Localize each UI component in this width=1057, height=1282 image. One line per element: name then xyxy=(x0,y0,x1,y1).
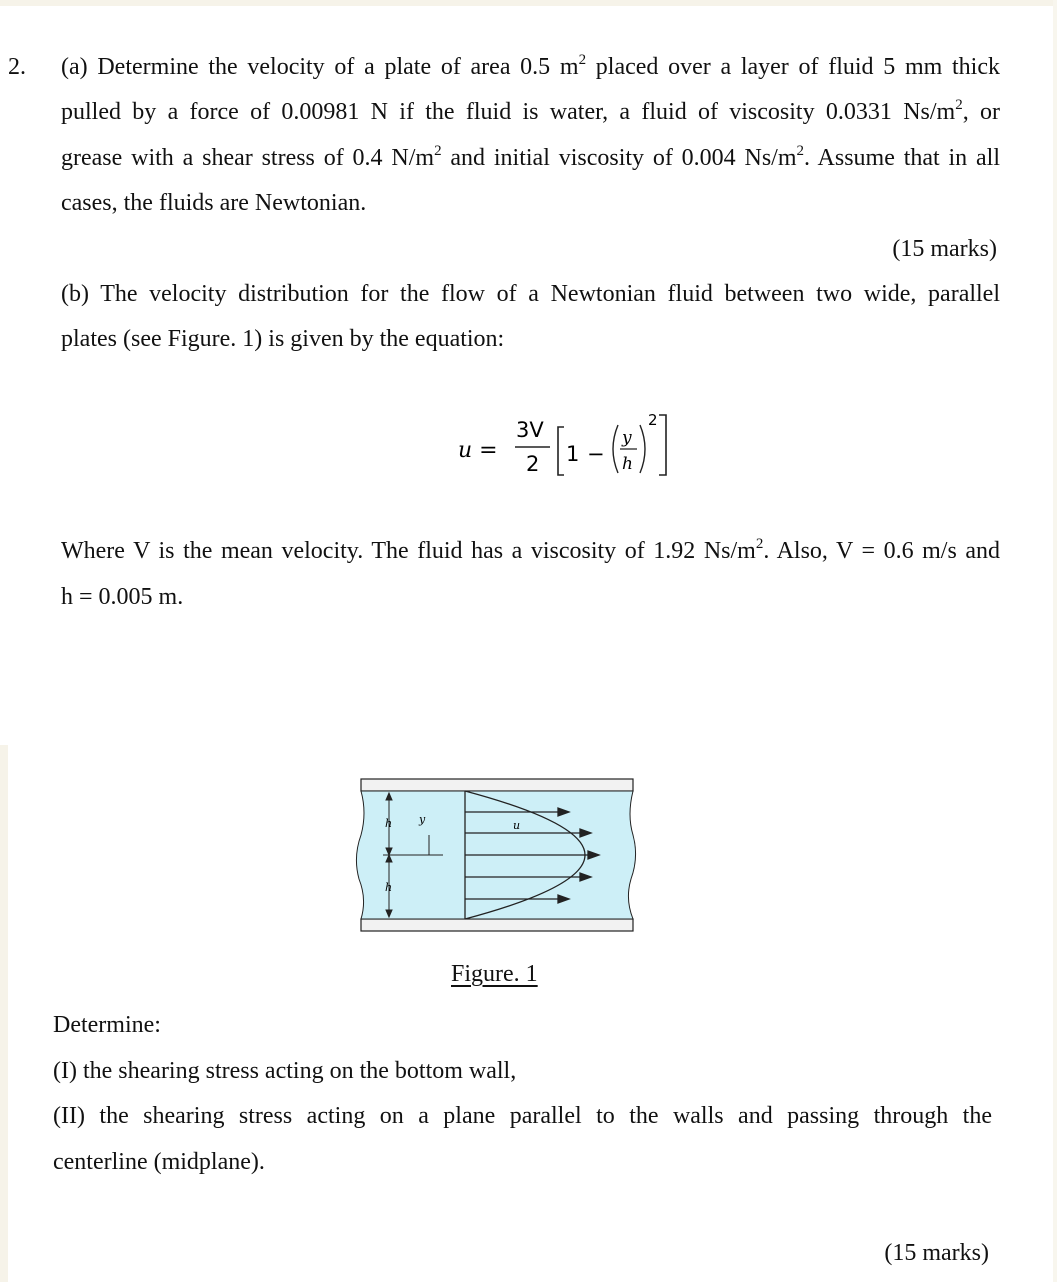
top-border xyxy=(0,0,1057,6)
part-a-line-4: cases, the fluids are Newtonian. xyxy=(61,190,367,216)
part-a-line-2: pulled by a force of 0.00981 N if the fluid is water, a fluid of viscosity 0.0331 $Ns/m^2$, or xyxy=(61,97,1000,125)
part-b-line-1: (b) The velocity distribution for the flow of a Newtonian fluid between two wide, parallel xyxy=(61,281,1000,307)
eq-h: h xyxy=(622,454,633,474)
eq-right-paren xyxy=(640,425,645,473)
where-line-2: h = 0.005 m. xyxy=(61,584,184,610)
label-y: y xyxy=(419,813,426,826)
eq-one: 1 xyxy=(566,442,580,466)
question-number: 2. xyxy=(8,54,26,80)
eq-numerator: 3V xyxy=(516,418,544,442)
where-line-1: Where V is the mean velocity. The fluid has a viscosity of 1.92 $Ns/m^2$. Also, V = 0.6 m/s and xyxy=(61,536,1001,564)
item-2: (II) the shearing stress acting on a plane parallel to the walls and passing through the xyxy=(53,1103,992,1129)
eq-right-bracket xyxy=(659,415,666,475)
item-1: (I) the shearing stress acting on the bottom wall, xyxy=(53,1058,517,1084)
part-a-line-1: (a) Determine the velocity of a plate of area 0.5 $m^2$ placed over a layer of fluid 5 mm thick xyxy=(61,52,1000,80)
label-u: u xyxy=(513,819,521,832)
bottom-plate xyxy=(361,919,633,931)
label-h-bottom: h xyxy=(385,881,393,894)
top-plate xyxy=(361,779,633,791)
part-b-line-2: plates (see Figure. 1) is given by the equation: xyxy=(61,326,505,352)
velocity-equation xyxy=(440,405,690,485)
eq-left-bracket xyxy=(558,427,564,475)
eq-left-paren xyxy=(613,425,618,473)
right-border xyxy=(1053,0,1057,1282)
eq-power: 2 xyxy=(648,411,658,429)
part-a-marks: (15 marks) xyxy=(892,236,997,262)
left-border xyxy=(0,745,8,1282)
figure-caption: Figure. 1 xyxy=(451,961,538,987)
determine-label: Determine: xyxy=(53,1012,161,1038)
eq-lhs: u = xyxy=(458,438,498,463)
part-b-marks: (15 marks) xyxy=(884,1240,989,1266)
eq-denominator: 2 xyxy=(526,452,540,476)
label-h-top: h xyxy=(385,817,393,830)
part-a-line-3: grease with a shear stress of 0.4 $N/m^2$ and initial viscosity of 0.004 $Ns/m^2$. Assume that in all xyxy=(61,143,1001,171)
eq-minus: − xyxy=(587,442,605,466)
item-2-continued: centerline (midplane). xyxy=(53,1149,265,1175)
figure-1-diagram xyxy=(355,775,640,937)
eq-y: y xyxy=(622,428,632,448)
